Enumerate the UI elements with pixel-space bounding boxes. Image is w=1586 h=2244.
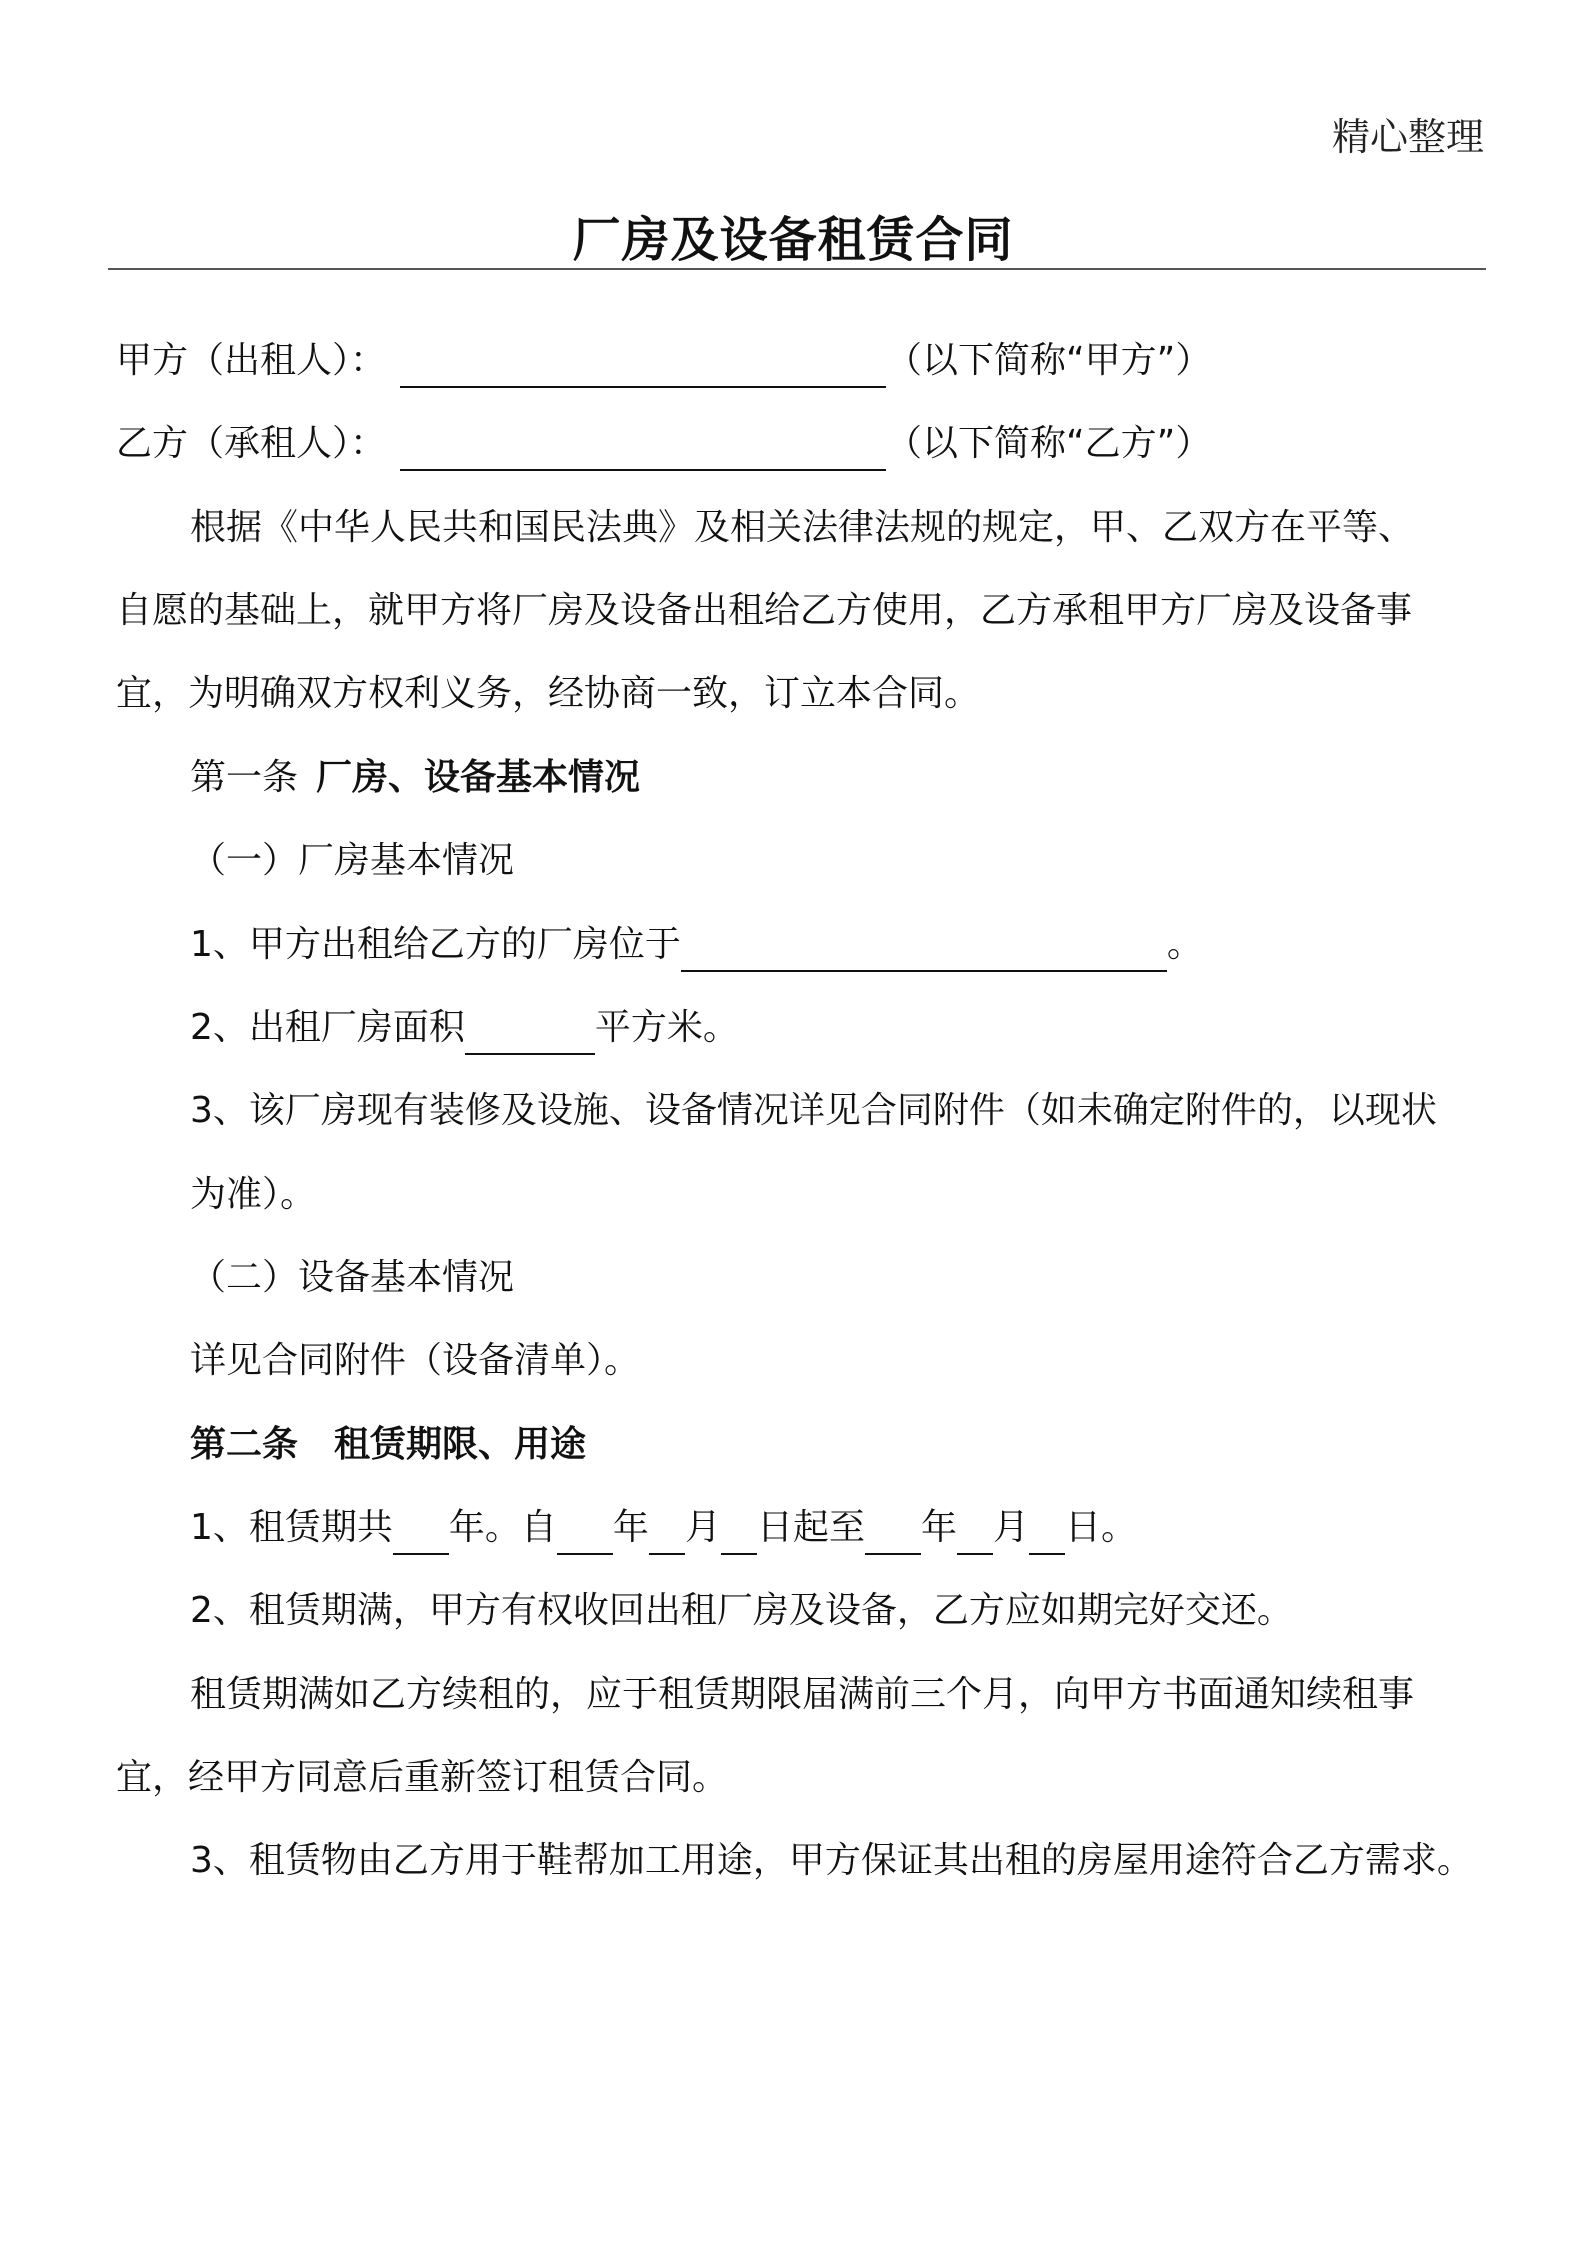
header-note: 精心整理 <box>1331 115 1484 159</box>
article-1-item-3-line-1: 3、该厂房现有装修及设施、设备情况详见合同附件（如未确定附件的，以现状 <box>190 1090 1437 1131</box>
item-1-end: 。 <box>1166 924 1203 965</box>
lease-term-text-6: 年 <box>920 1507 957 1548</box>
section-2-title: （二）设备基本情况 <box>190 1257 515 1298</box>
lease-term-text-2: 年。自 <box>448 1507 557 1548</box>
article-2-heading: 第二条 租赁期限、用途 <box>190 1424 587 1465</box>
preamble-line-2: 自愿的基础上，就甲方将厂房及设备出租给乙方使用，乙方承租甲方厂房及设备事 <box>116 590 1413 631</box>
preamble-line-3: 宜，为明确双方权利义务，经协商一致，订立本合同。 <box>116 673 981 714</box>
lease-term-text-1: 1、租赁期共 <box>190 1507 393 1548</box>
item-1-text: 1、甲方出租给乙方的厂房位于 <box>190 924 681 965</box>
party-b-blank <box>400 425 886 471</box>
item-2-text: 2、出租厂房面积 <box>190 1007 465 1048</box>
end-year-blank <box>865 1509 921 1555</box>
lease-term-text-3: 年 <box>612 1507 649 1548</box>
end-month-blank <box>957 1509 993 1555</box>
preamble-line-1: 根据《中华人民共和国民法典》及相关法律法规的规定，甲、乙双方在平等、 <box>190 507 1415 548</box>
party-a-label: 甲方（出租人）： <box>116 340 387 381</box>
section-1-title: （一）厂房基本情况 <box>190 840 515 881</box>
section-2-text: 详见合同附件（设备清单）。 <box>190 1340 641 1381</box>
lease-term-text-7: 月 <box>992 1507 1029 1548</box>
article-1-heading <box>190 751 640 805</box>
renewal-line-1: 租赁期满如乙方续租的，应于租赁期限届满前三个月，向甲方书面通知续租事 <box>190 1674 1415 1715</box>
lease-term-line <box>190 1501 1137 1555</box>
article-1-item-3-line-2: 为准）。 <box>190 1174 317 1215</box>
start-month-blank <box>649 1509 685 1555</box>
party-b-line <box>116 417 1211 471</box>
party-a-line <box>116 334 1211 388</box>
renewal-line-2: 宜，经甲方同意后重新签订租赁合同。 <box>116 1757 729 1798</box>
start-day-blank <box>721 1509 757 1555</box>
title-divider <box>108 268 1486 270</box>
factory-location-blank <box>681 926 1167 972</box>
article-1-prefix: 第一条 <box>190 757 299 798</box>
article-2-item-2: 2、租赁期满，甲方有权收回出租厂房及设备，乙方应如期完好交还。 <box>190 1590 1293 1631</box>
factory-area-blank <box>465 1009 595 1055</box>
party-a-suffix: （以下简称“甲方”） <box>886 340 1212 381</box>
article-2-item-3: 3、租赁物由乙方用于鞋帮加工用途，甲方保证其出租的房屋用途符合乙方需求。 <box>190 1840 1473 1881</box>
article-1-title: 厂房、设备基本情况 <box>316 757 641 798</box>
item-2-unit: 平方米。 <box>594 1007 739 1048</box>
start-year-blank <box>557 1509 613 1555</box>
party-b-label: 乙方（承租人）： <box>116 423 387 464</box>
article-1-item-2 <box>190 1001 739 1055</box>
article-1-item-1 <box>190 918 1203 972</box>
lease-term-text-8: 日。 <box>1065 1507 1138 1548</box>
document-title: 厂房及设备租赁合同 <box>572 212 1014 268</box>
lease-term-text-4: 月 <box>684 1507 721 1548</box>
end-day-blank <box>1029 1509 1065 1555</box>
party-b-suffix: （以下简称“乙方”） <box>886 423 1212 464</box>
party-a-blank <box>400 342 886 388</box>
lease-years-blank <box>393 1509 449 1555</box>
lease-term-text-5: 日起至 <box>756 1507 865 1548</box>
